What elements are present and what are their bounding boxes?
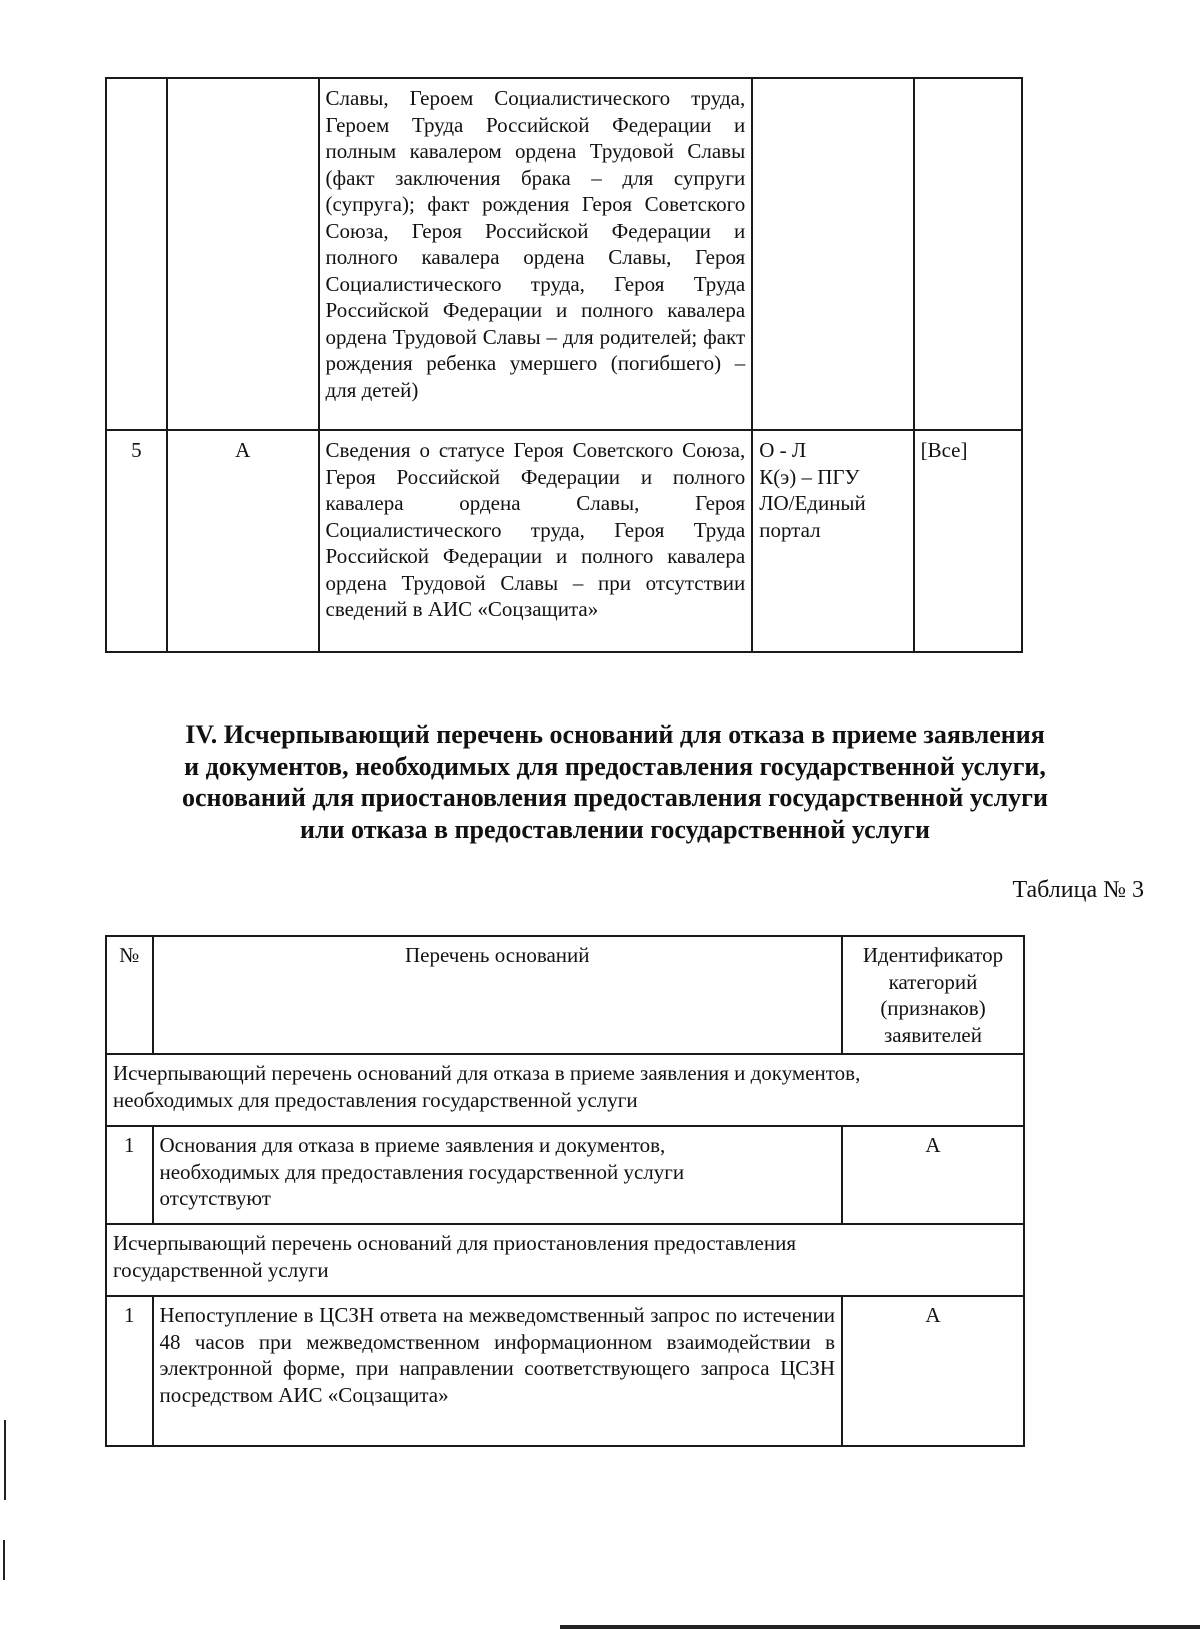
grounds-line: Основания для отказа в приеме заявления и документов, [159,1133,666,1157]
method-cell [752,430,913,652]
row-number-cell: 1 [106,1296,153,1446]
grounds-line: необходимых для предоставления государственной услуги [159,1159,685,1184]
category-cell: А [167,430,319,652]
method-line: О - Л [759,438,807,462]
section-heading-line: и документов, необходимых для предоставления государственной услуги, [184,751,1046,781]
header-identifier [842,936,1024,1054]
header-number: № [106,936,153,1054]
applicants-cell [914,78,1022,430]
table-row [106,1296,1024,1446]
grounds-table [105,935,1025,1447]
section-heading-line: или отказа в предоставлении государственной услуги [299,814,931,844]
document-description-cell: Славы, Героем Социалистического труда, Героем Труда Российской Федерации и полным кавалером ордена Трудовой Славы (факт заключения брака – для супруги (супруга); факт рождения Героя Советского Союза, Героя Российской Федерации и полного кавалера ордена Славы, Героя Социалистического труда, Героя Труда Российской Федерации и полного кавалера ордена Трудовой Славы – для родителей; факт рождения ребенка умершего (погибшего) – для детей) [319,78,753,430]
group-row [106,1224,1024,1296]
section-heading [130,719,1100,845]
documents-table [105,77,1023,653]
table-row [106,1126,1024,1224]
document-description-cell: Сведения о статусе Героя Советского Союза, Героя Российской Федерации и полного кавалера ордена Славы, Героя Социалистического труда, Героя Труда Российской Федерации и полного кавалера ордена Трудовой Славы – при отсутствии сведений в АИС «Соцзащита» [319,430,753,652]
method-line: ЛО/Единый [759,491,866,515]
method-line: портал [759,517,821,542]
scan-edge-line [3,1540,5,1580]
grounds-line: отсутствуют [159,1186,271,1210]
table-header-row [106,936,1024,1054]
grounds-cell [153,1126,843,1224]
group-title-line: Исчерпывающий перечень оснований для отказа в приеме заявления и документов, [113,1061,861,1085]
table-caption: Таблица № 3 [1012,877,1144,903]
header-identifier-line: заявителей [884,1022,982,1047]
header-identifier-line: Идентификатор [862,943,1004,967]
category-cell [167,78,319,430]
scan-edge-line [560,1625,1200,1629]
table-row [106,78,1022,430]
row-number-cell: 5 [106,430,167,652]
header-grounds: Перечень оснований [153,936,843,1054]
identifier-cell: А [842,1126,1024,1224]
section-heading-line: оснований для приостановления предоставления государственной услуги [182,783,1048,812]
method-cell [752,78,913,430]
group-title-line: необходимых для предоставления государственной услуги [113,1087,638,1112]
header-identifier-line: (признаков) [880,996,986,1020]
grounds-cell: Непоступление в ЦСЗН ответа на межведомственный запрос по истечении 48 часов при межведомственном информационном взаимодействии в электронной форме, при направлении соответствующего запроса ЦСЗН посредством АИС «Соцзащита» [153,1296,843,1446]
table-row [106,430,1022,652]
row-number-cell: 1 [106,1126,153,1224]
group-title-line: Исчерпывающий перечень оснований для приостановления предоставления [113,1231,797,1255]
section-heading-line: IV. Исчерпывающий перечень оснований для отказа в приеме заявления [185,720,1045,749]
group-title-line: государственной услуги [113,1257,329,1282]
method-line: К(э) – ПГУ [759,464,860,489]
identifier-cell: А [842,1296,1024,1446]
row-number-cell [106,78,167,430]
scan-edge-line [4,1420,6,1500]
group-title-suspension [106,1224,1024,1296]
group-row [106,1054,1024,1126]
group-title-refusal [106,1054,1024,1126]
applicants-cell: [Все] [914,430,1022,652]
header-identifier-line: категорий [888,969,978,994]
